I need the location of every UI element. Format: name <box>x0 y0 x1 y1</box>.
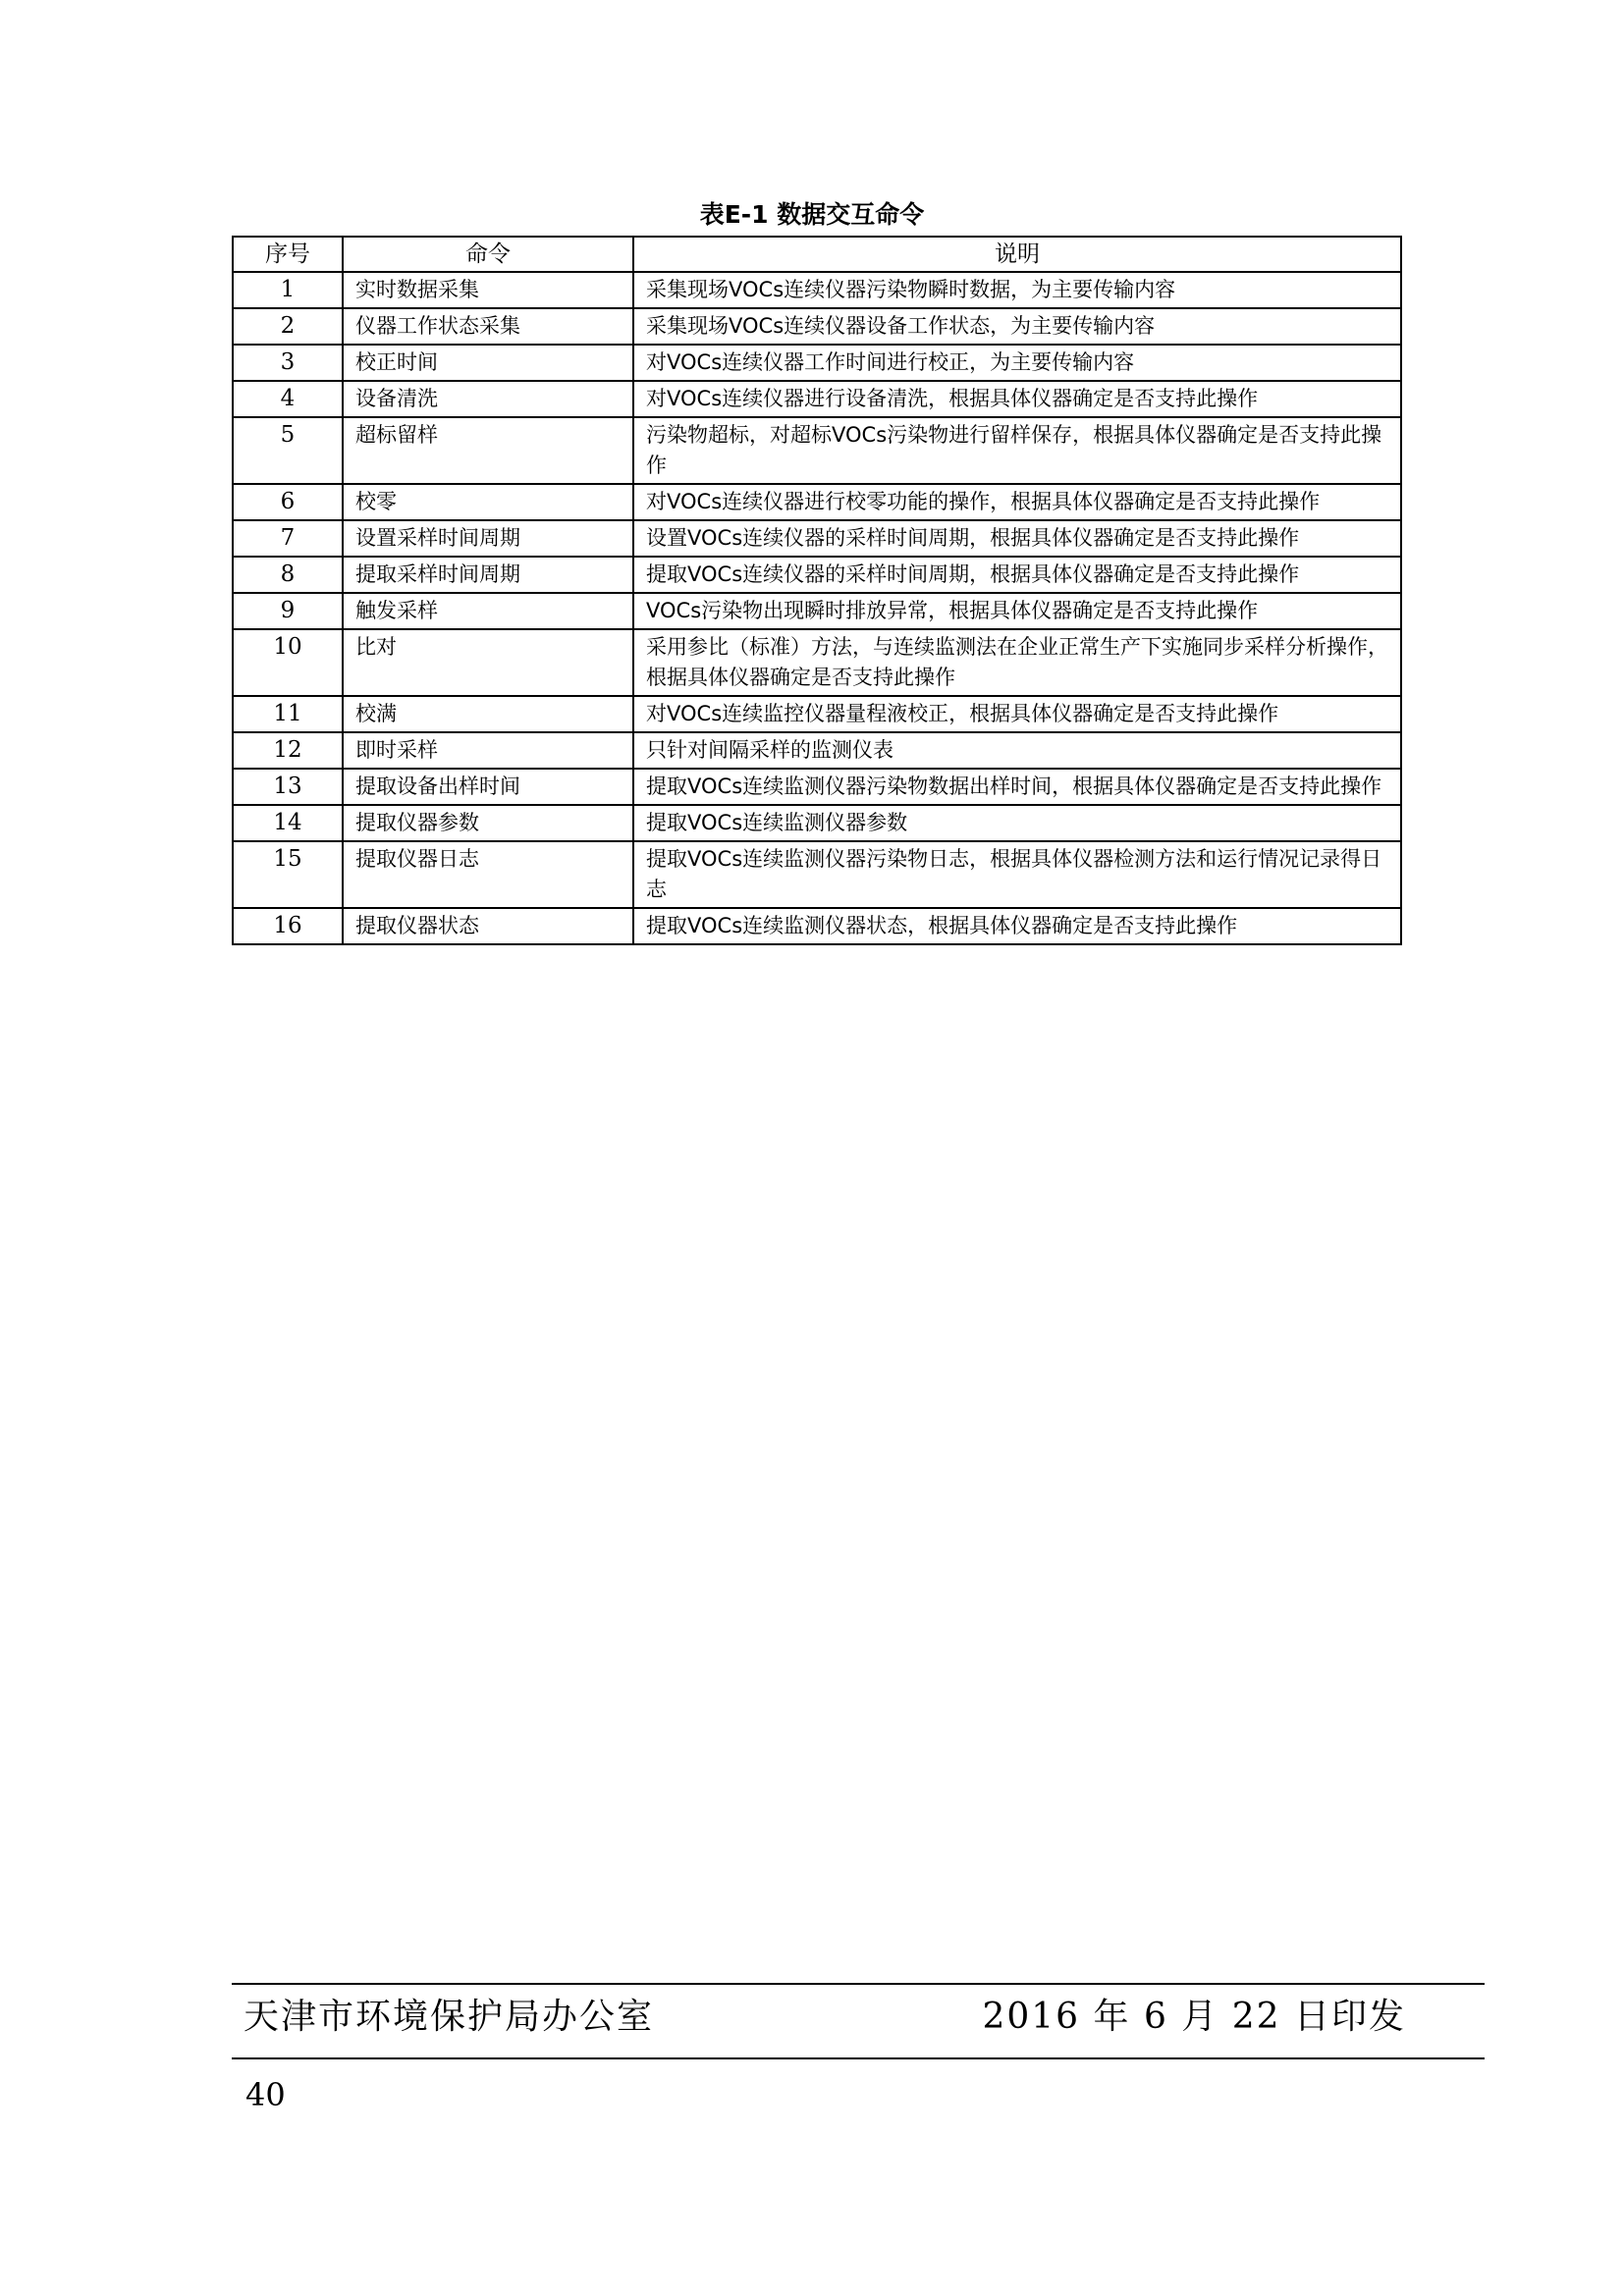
row-seq: 14 <box>233 805 343 841</box>
row-seq: 10 <box>233 629 343 696</box>
row-seq: 12 <box>233 732 343 769</box>
row-description: 对VOCs连续仪器进行设备清洗，根据具体仪器确定是否支持此操作 <box>633 381 1401 417</box>
header-description: 说明 <box>633 237 1401 272</box>
table-row <box>233 908 1401 944</box>
table-title: 表E-1 数据交互命令 <box>699 200 925 229</box>
table-row <box>233 308 1401 345</box>
row-description: 对VOCs连续仪器工作时间进行校正，为主要传输内容 <box>633 345 1401 381</box>
row-command: 设备清洗 <box>343 381 633 417</box>
row-description: 设置VOCs连续仪器的采样时间周期，根据具体仪器确定是否支持此操作 <box>633 520 1401 557</box>
command-table <box>232 236 1402 945</box>
row-description: 对VOCs连续监控仪器量程液校正，根据具体仪器确定是否支持此操作 <box>633 696 1401 732</box>
row-command: 比对 <box>343 629 633 696</box>
row-command: 提取仪器日志 <box>343 841 633 908</box>
row-command: 即时采样 <box>343 732 633 769</box>
table-row <box>233 557 1401 593</box>
row-seq: 15 <box>233 841 343 908</box>
row-description: 采集现场VOCs连续仪器污染物瞬时数据，为主要传输内容 <box>633 272 1401 308</box>
row-seq: 4 <box>233 381 343 417</box>
row-command: 提取设备出样时间 <box>343 769 633 805</box>
row-seq: 2 <box>233 308 343 345</box>
row-command: 触发采样 <box>343 593 633 629</box>
row-seq: 9 <box>233 593 343 629</box>
row-seq: 6 <box>233 484 343 520</box>
footer-date: 2016 年 6 月 22 日印发 <box>982 1997 1406 2037</box>
table-row <box>233 593 1401 629</box>
row-seq: 5 <box>233 417 343 484</box>
row-command: 校正时间 <box>343 345 633 381</box>
table-row <box>233 417 1401 484</box>
row-seq: 13 <box>233 769 343 805</box>
table-row <box>233 696 1401 732</box>
row-command: 校零 <box>343 484 633 520</box>
row-command: 校满 <box>343 696 633 732</box>
header-command: 命令 <box>343 237 633 272</box>
row-command: 实时数据采集 <box>343 272 633 308</box>
table-row <box>233 841 1401 908</box>
table-header-row <box>233 237 1401 272</box>
row-seq: 1 <box>233 272 343 308</box>
page-number: 40 <box>245 2076 286 2113</box>
footer-top-rule <box>232 1983 1485 1985</box>
row-command: 提取仪器参数 <box>343 805 633 841</box>
table-row <box>233 769 1401 805</box>
row-description: 对VOCs连续仪器进行校零功能的操作，根据具体仪器确定是否支持此操作 <box>633 484 1401 520</box>
table-row <box>233 805 1401 841</box>
row-description: 提取VOCs连续监测仪器污染物数据出样时间，根据具体仪器确定是否支持此操作 <box>633 769 1401 805</box>
row-description: 提取VOCs连续监测仪器状态，根据具体仪器确定是否支持此操作 <box>633 908 1401 944</box>
header-seq: 序号 <box>233 237 343 272</box>
row-description: 提取VOCs连续监测仪器污染物日志，根据具体仪器检测方法和运行情况记录得日志 <box>633 841 1401 908</box>
row-command: 超标留样 <box>343 417 633 484</box>
row-seq: 8 <box>233 557 343 593</box>
row-description: 污染物超标，对超标VOCs污染物进行留样保存，根据具体仪器确定是否支持此操作 <box>633 417 1401 484</box>
row-description: 只针对间隔采样的监测仪表 <box>633 732 1401 769</box>
footer-issuer: 天津市环境保护局办公室 <box>244 1997 655 2037</box>
table-row <box>233 272 1401 308</box>
table-body <box>233 272 1401 944</box>
table-row <box>233 345 1401 381</box>
row-description: 提取VOCs连续仪器的采样时间周期，根据具体仪器确定是否支持此操作 <box>633 557 1401 593</box>
table-row <box>233 520 1401 557</box>
row-command: 提取采样时间周期 <box>343 557 633 593</box>
row-command: 仪器工作状态采集 <box>343 308 633 345</box>
table-row <box>233 484 1401 520</box>
row-seq: 16 <box>233 908 343 944</box>
row-seq: 3 <box>233 345 343 381</box>
row-seq: 11 <box>233 696 343 732</box>
footer-bottom-rule <box>232 2057 1485 2059</box>
row-command: 提取仪器状态 <box>343 908 633 944</box>
table-row <box>233 381 1401 417</box>
row-description: 采集现场VOCs连续仪器设备工作状态，为主要传输内容 <box>633 308 1401 345</box>
row-description: 提取VOCs连续监测仪器参数 <box>633 805 1401 841</box>
table-row <box>233 732 1401 769</box>
row-seq: 7 <box>233 520 343 557</box>
row-command: 设置采样时间周期 <box>343 520 633 557</box>
row-description: 采用参比（标准）方法，与连续监测法在企业正常生产下实施同步采样分析操作， 根据具体仪器确定是否支持此操作 <box>633 629 1401 696</box>
row-description: VOCs污染物出现瞬时排放异常，根据具体仪器确定是否支持此操作 <box>633 593 1401 629</box>
table-row <box>233 629 1401 696</box>
